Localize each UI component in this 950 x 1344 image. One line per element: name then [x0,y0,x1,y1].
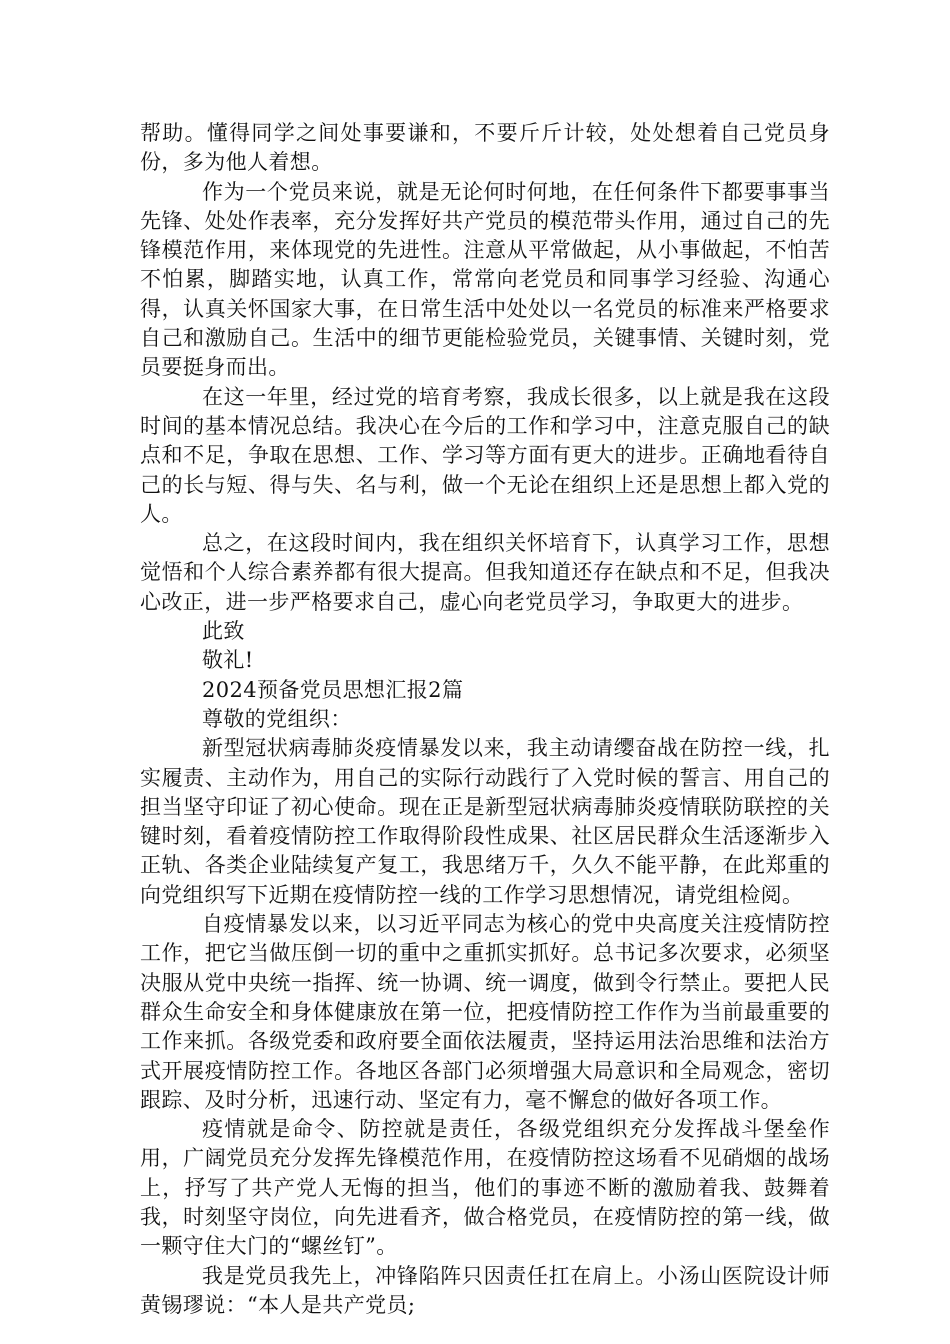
paragraph: 作为一个党员来说，就是无论何时何地，在任何条件下都要事事当先锋、处处作表率，充分发挥好共产党员的模范带头作用，通过自己的先锋模范作用，来体现党的先进性。注意从平常做起，从小事做起，不怕苦不怕累，脚踏实地，认真工作，常常向老党员和同事学习经验、沟通心得，认真关怀国家大事，在日常生活中处处以一名党员的标准来严格要求自己和激励自己。生活中的细节更能检验党员，关键事情、关键时刻，党员要挺身而出。 [140,179,830,380]
paragraph: 疫情就是命令、防控就是责任，各级党组织充分发挥战斗堡垒作用，广阔党员充分发挥先锋模范作用，在疫情防控这场看不见硝烟的战场上，抒写了共产党人无悔的担当，他们的事迹不断的激励着我、鼓舞着我，时刻坚守岗位，向先进看齐，做合格党员，在疫情防控的第一线，做一颗守住大门的“螺丝钉”。 [140,1117,830,1259]
closing-regards: 敬礼! [201,648,254,673]
section-title: 2024预备党员思想汇报2篇 [201,677,464,702]
greeting: 尊敬的党组织： [201,706,352,731]
closing-salutation: 此致 [201,619,245,644]
paragraph: 帮助。懂得同学之间处事要谦和，不要斤斤计较，处处想着自己党员身份，多为他人着想。 [140,121,830,175]
paragraph: 我是党员我先上，冲锋陷阵只因责任扛在肩上。小汤山医院设计师黄锡璆说：“本人是共产党员; [140,1263,830,1317]
paragraph: 新型冠状病毒肺炎疫情暴发以来，我主动请缨奋战在防控一线，扎实履责、主动作为，用自己的实际行动践行了入党时候的誓言、用自己的担当坚守印证了初心使命。现在正是新型冠状病毒肺炎疫情联防联控的关键时刻，看着疫情防控工作取得阶段性成果、社区居民群众生活逐渐步入正轨、各类企业陆续复产复工，我思绪万千，久久不能平静，在此郑重的向党组织写下近期在疫情防控一线的工作学习思想情况，请党组检阅。 [140,736,830,907]
document-body [140,119,830,1320]
paragraph: 总之，在这段时间内，我在组织关怀培育下，认真学习工作，思想觉悟和个人综合素养都有很大提高。但我知道还存在缺点和不足，但我决心改正，进一步严格要求自己，虚心向老党员学习，争取更大的进步。 [140,531,830,614]
paragraph: 自疫情暴发以来，以习近平同志为核心的党中央高度关注疫情防控工作，把它当做压倒一切的重中之重抓实抓好。总书记多次要求，必须坚决服从党中央统一指挥、统一协调、统一调度，做到令行禁止。要把人民群众生命安全和身体健康放在第一位，把疫情防控工作作为当前最重要的工作来抓。各级党委和政府要全面依法履责，坚持运用法治思维和法治方式开展疫情防控工作。各地区各部门必须增强大局意识和全局观念，密切跟踪、及时分析，迅速行动、坚定有力，毫不懈怠的做好各项工作。 [140,912,830,1112]
paragraph: 在这一年里，经过党的培育考察，我成长很多，以上就是我在这段时间的基本情况总结。我决心在今后的工作和学习中，注意克服自己的缺点和不足，争取在思想、工作、学习等方面有更大的进步。正确地看待自己的长与短、得与失、名与利，做一个无论在组织上还是思想上都入党的人。 [140,384,830,526]
